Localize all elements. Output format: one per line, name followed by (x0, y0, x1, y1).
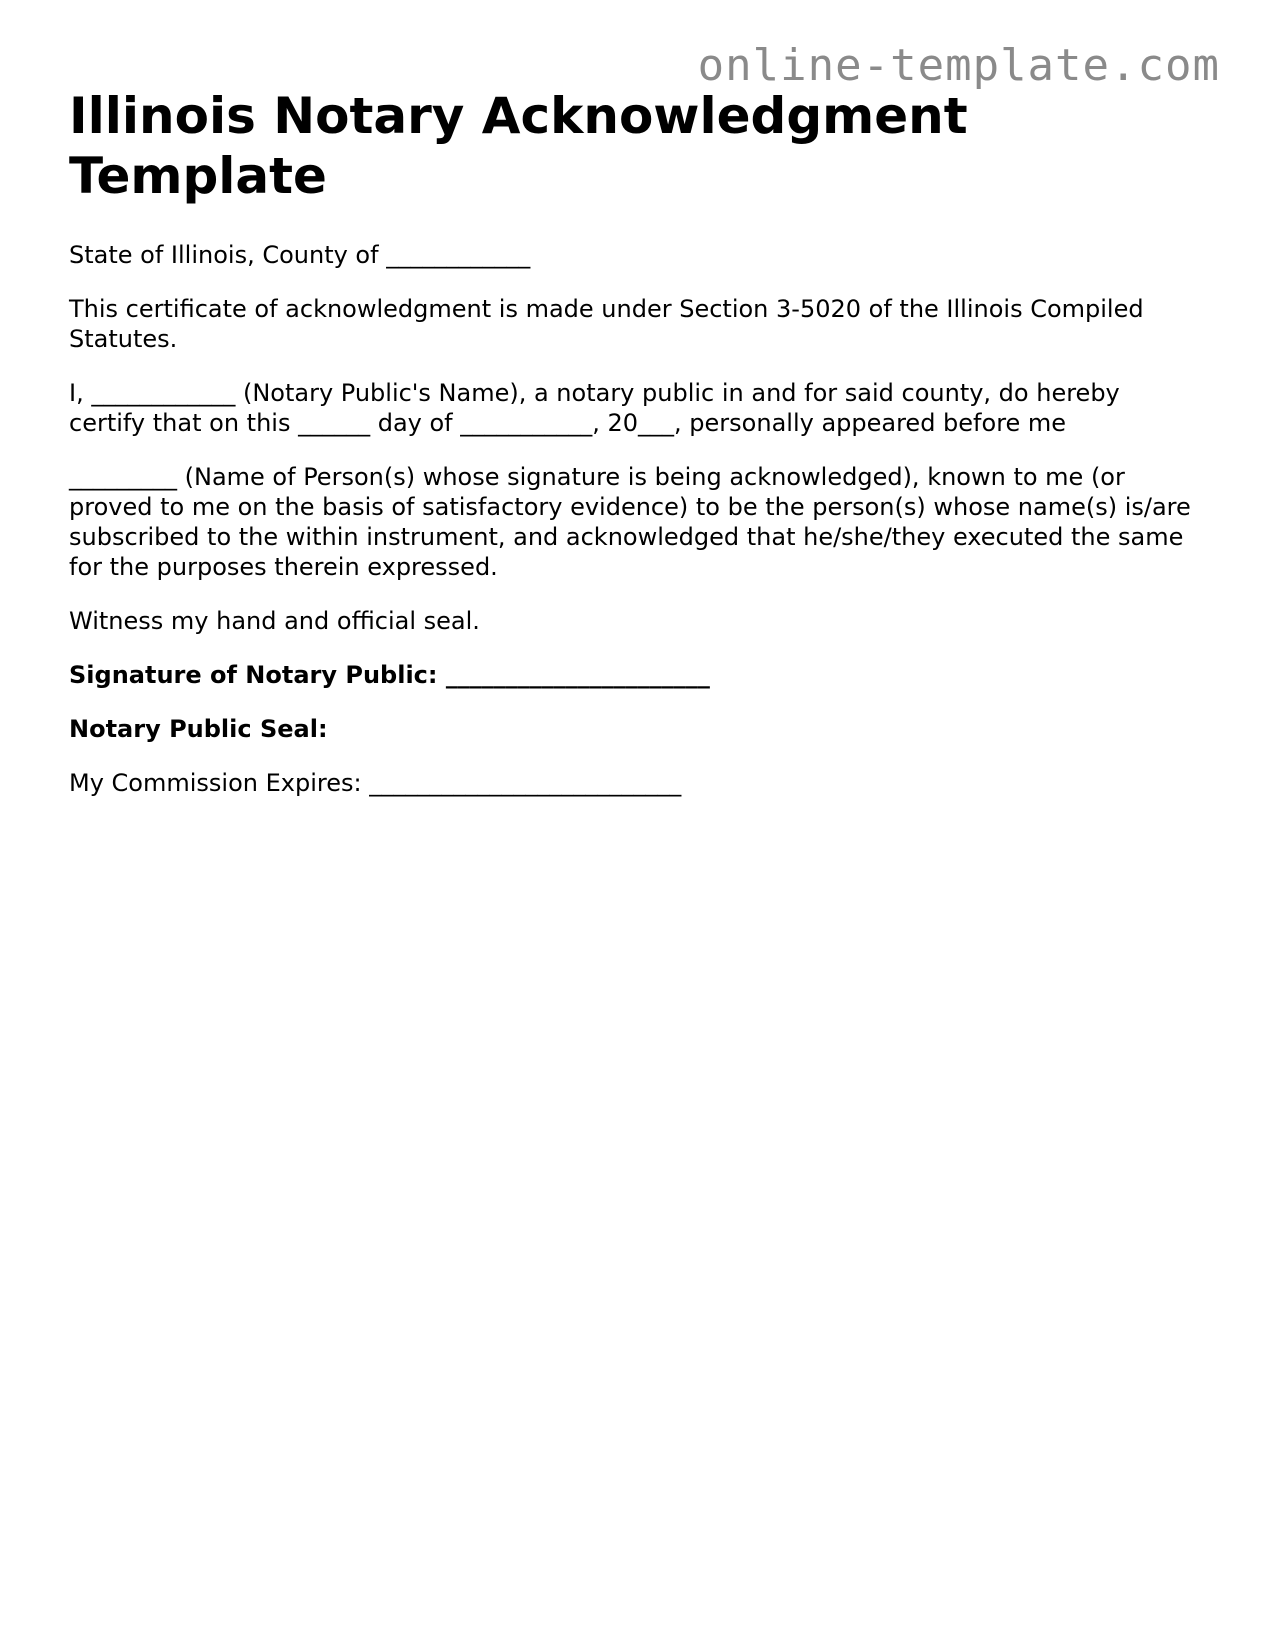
person-acknowledgment-paragraph: _________ (Name of Person(s) whose signature is being acknowledged), known to me (or proved to me on the basis of satisfactory evidence) to be the person(s) whose name(s) is/are subscribed to the within instrument, and acknowledged that he/she/they executed the same for the purposes therein expressed. (69, 463, 1191, 581)
notary-certification-line: I, ____________ (Notary Public's Name), a notary public in and for said county, do hereby certify that on this ______ day of ___________, 20___, personally appeared before me (69, 379, 1120, 437)
page-title: Illinois Notary Acknowledgment Template (69, 87, 968, 205)
statute-line: This certificate of acknowledgment is made under Section 3-5020 of the Illinois Compiled Statutes. (69, 295, 1144, 353)
notary-seal-label: Notary Public Seal: (69, 715, 328, 743)
watermark: online-template.com (697, 40, 1220, 91)
commission-expires-line: My Commission Expires: __________________________ (69, 769, 682, 797)
witness-line: Witness my hand and official seal. (69, 607, 480, 635)
county-line: State of Illinois, County of ____________ (69, 241, 531, 269)
notary-signature-line: Signature of Notary Public: ______________________ (69, 661, 710, 689)
document-body (69, 86, 1199, 822)
